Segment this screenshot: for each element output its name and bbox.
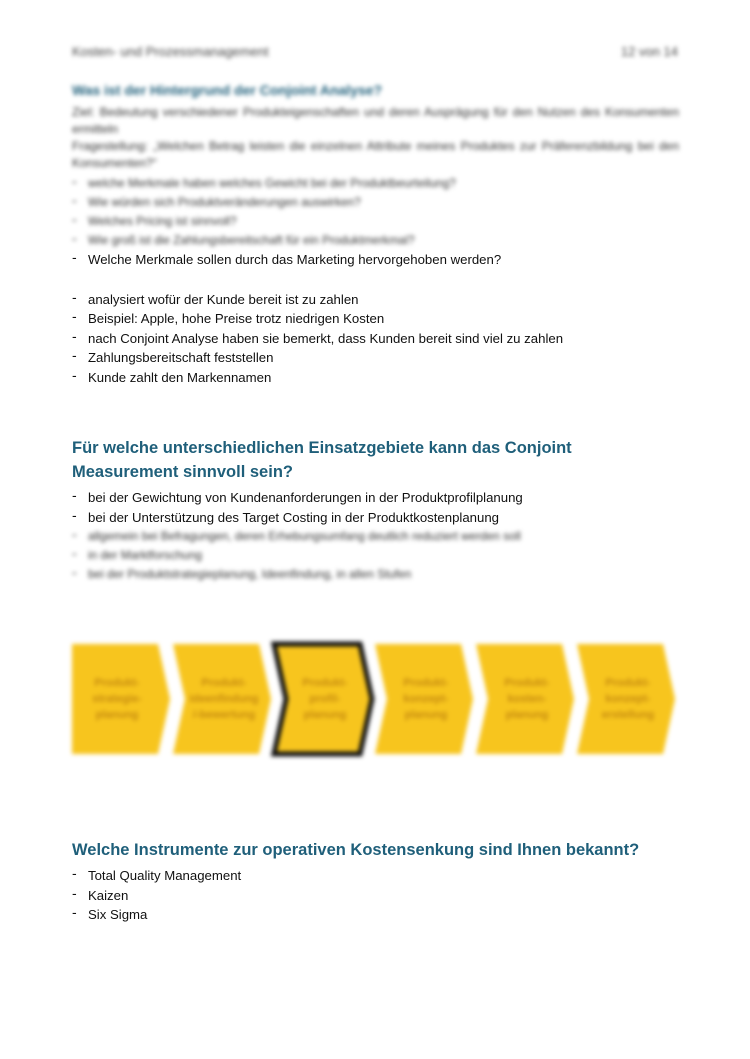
blurred-uses-list <box>72 527 679 584</box>
list-item: - Kunde zahlt den Markennamen <box>72 368 679 388</box>
list-item: - Welches Pricing ist sinnvoll? <box>72 212 679 231</box>
page-number: 12 von 14 <box>620 44 678 59</box>
list-item: - Six Sigma <box>72 905 679 925</box>
chevron-label: Produkt- <box>504 677 550 689</box>
question-heading: Für welche unterschiedlichen Einsatzgebiete kann das Conjoint Measurement sinnvoll sein? <box>72 439 572 481</box>
chevron-label: /-bewertung <box>192 709 256 721</box>
chevron-label: kosten- <box>507 693 547 705</box>
list-item: - bei der Gewichtung von Kundenanforderungen in der Produktprofilplanung <box>72 488 679 508</box>
chevron-label: Produkt- <box>201 677 247 689</box>
list-item: - Zahlungsbereitschaft feststellen <box>72 348 679 368</box>
chevron-label: profil- <box>309 693 341 705</box>
question-heading: Was ist der Hintergrund der Conjoint Analyse? <box>72 82 383 98</box>
list-item: - analysiert wofür der Kunde bereit ist zu zahlen <box>72 290 679 310</box>
chevron-label: Produkt- <box>302 677 348 689</box>
section-cost-reduction <box>72 838 679 925</box>
document-title: Kosten- und Prozessmanagement <box>72 44 269 59</box>
chevron-label: planung <box>303 709 347 721</box>
goal-paragraph: Ziel: Bedeutung verschiedener Produkteigenschaften und deren Ausprägung für den Nutzen des Konsumenten ermitteln <box>72 105 679 136</box>
list-item: - nach Conjoint Analyse haben sie bemerkt, dass Kunden bereit sind viel zu zahlen <box>72 329 679 349</box>
chevron-label: planung <box>404 709 448 721</box>
notes-list <box>72 290 679 388</box>
chevron-label: strategie- <box>92 693 142 705</box>
list-item: - Total Quality Management <box>72 866 679 886</box>
chevron-label: Produkt- <box>94 677 140 689</box>
question-heading: Welche Instrumente zur operativen Kostensenkung sind Ihnen bekannt? <box>72 841 640 859</box>
chevron-label: konzept- <box>605 693 651 705</box>
process-chevron-diagram <box>72 640 678 758</box>
chevron-label: Produkt- <box>403 677 449 689</box>
question-paragraph: Fragestellung: „Welchen Betrag leisten die einzelnen Attribute meines Produktes zur Präferenzbildung bei den Konsumenten?“ <box>72 139 679 170</box>
chevron-label: ideenfindung <box>189 693 259 705</box>
chevron-label: planung <box>505 709 549 721</box>
chevron-label: planung <box>95 709 139 721</box>
chevron-label: konzept- <box>403 693 449 705</box>
section-conjoint-uses <box>72 436 679 584</box>
list-item: - bei der Produktstrategieplanung, Ideenfindung, in allen Stufen <box>72 565 679 584</box>
clear-question-list <box>72 250 679 270</box>
instruments-list <box>72 866 679 925</box>
uses-list <box>72 488 679 527</box>
list-item: - Welche Merkmale sollen durch das Marketing hervorgehoben werden? <box>72 250 679 270</box>
chevron-label: Produkt- <box>605 677 651 689</box>
list-item: - Wie würden sich Produktveränderungen auswirken? <box>72 193 679 212</box>
list-item: - Wie groß ist die Zahlungsbereitschaft für ein Produktmerkmal? <box>72 231 679 250</box>
list-item: - Beispiel: Apple, hohe Preise trotz niedrigen Kosten <box>72 309 679 329</box>
chevron-label: erstellung <box>601 709 655 721</box>
page-header <box>72 44 678 64</box>
list-item: - in der Marktforschung <box>72 546 679 565</box>
list-item: - bei der Unterstützung des Target Costing in der Produktkostenplanung <box>72 508 679 528</box>
chevron-diagram-svg <box>72 640 678 758</box>
list-item: - welche Merkmale haben welches Gewicht bei der Produktbeurteilung? <box>72 174 679 193</box>
list-item: - allgemein bei Befragungen, deren Erhebungsumfang deutlich reduziert werden soll <box>72 527 679 546</box>
section-conjoint-background <box>72 82 679 387</box>
blurred-question-list <box>72 174 679 250</box>
list-item: - Kaizen <box>72 886 679 906</box>
